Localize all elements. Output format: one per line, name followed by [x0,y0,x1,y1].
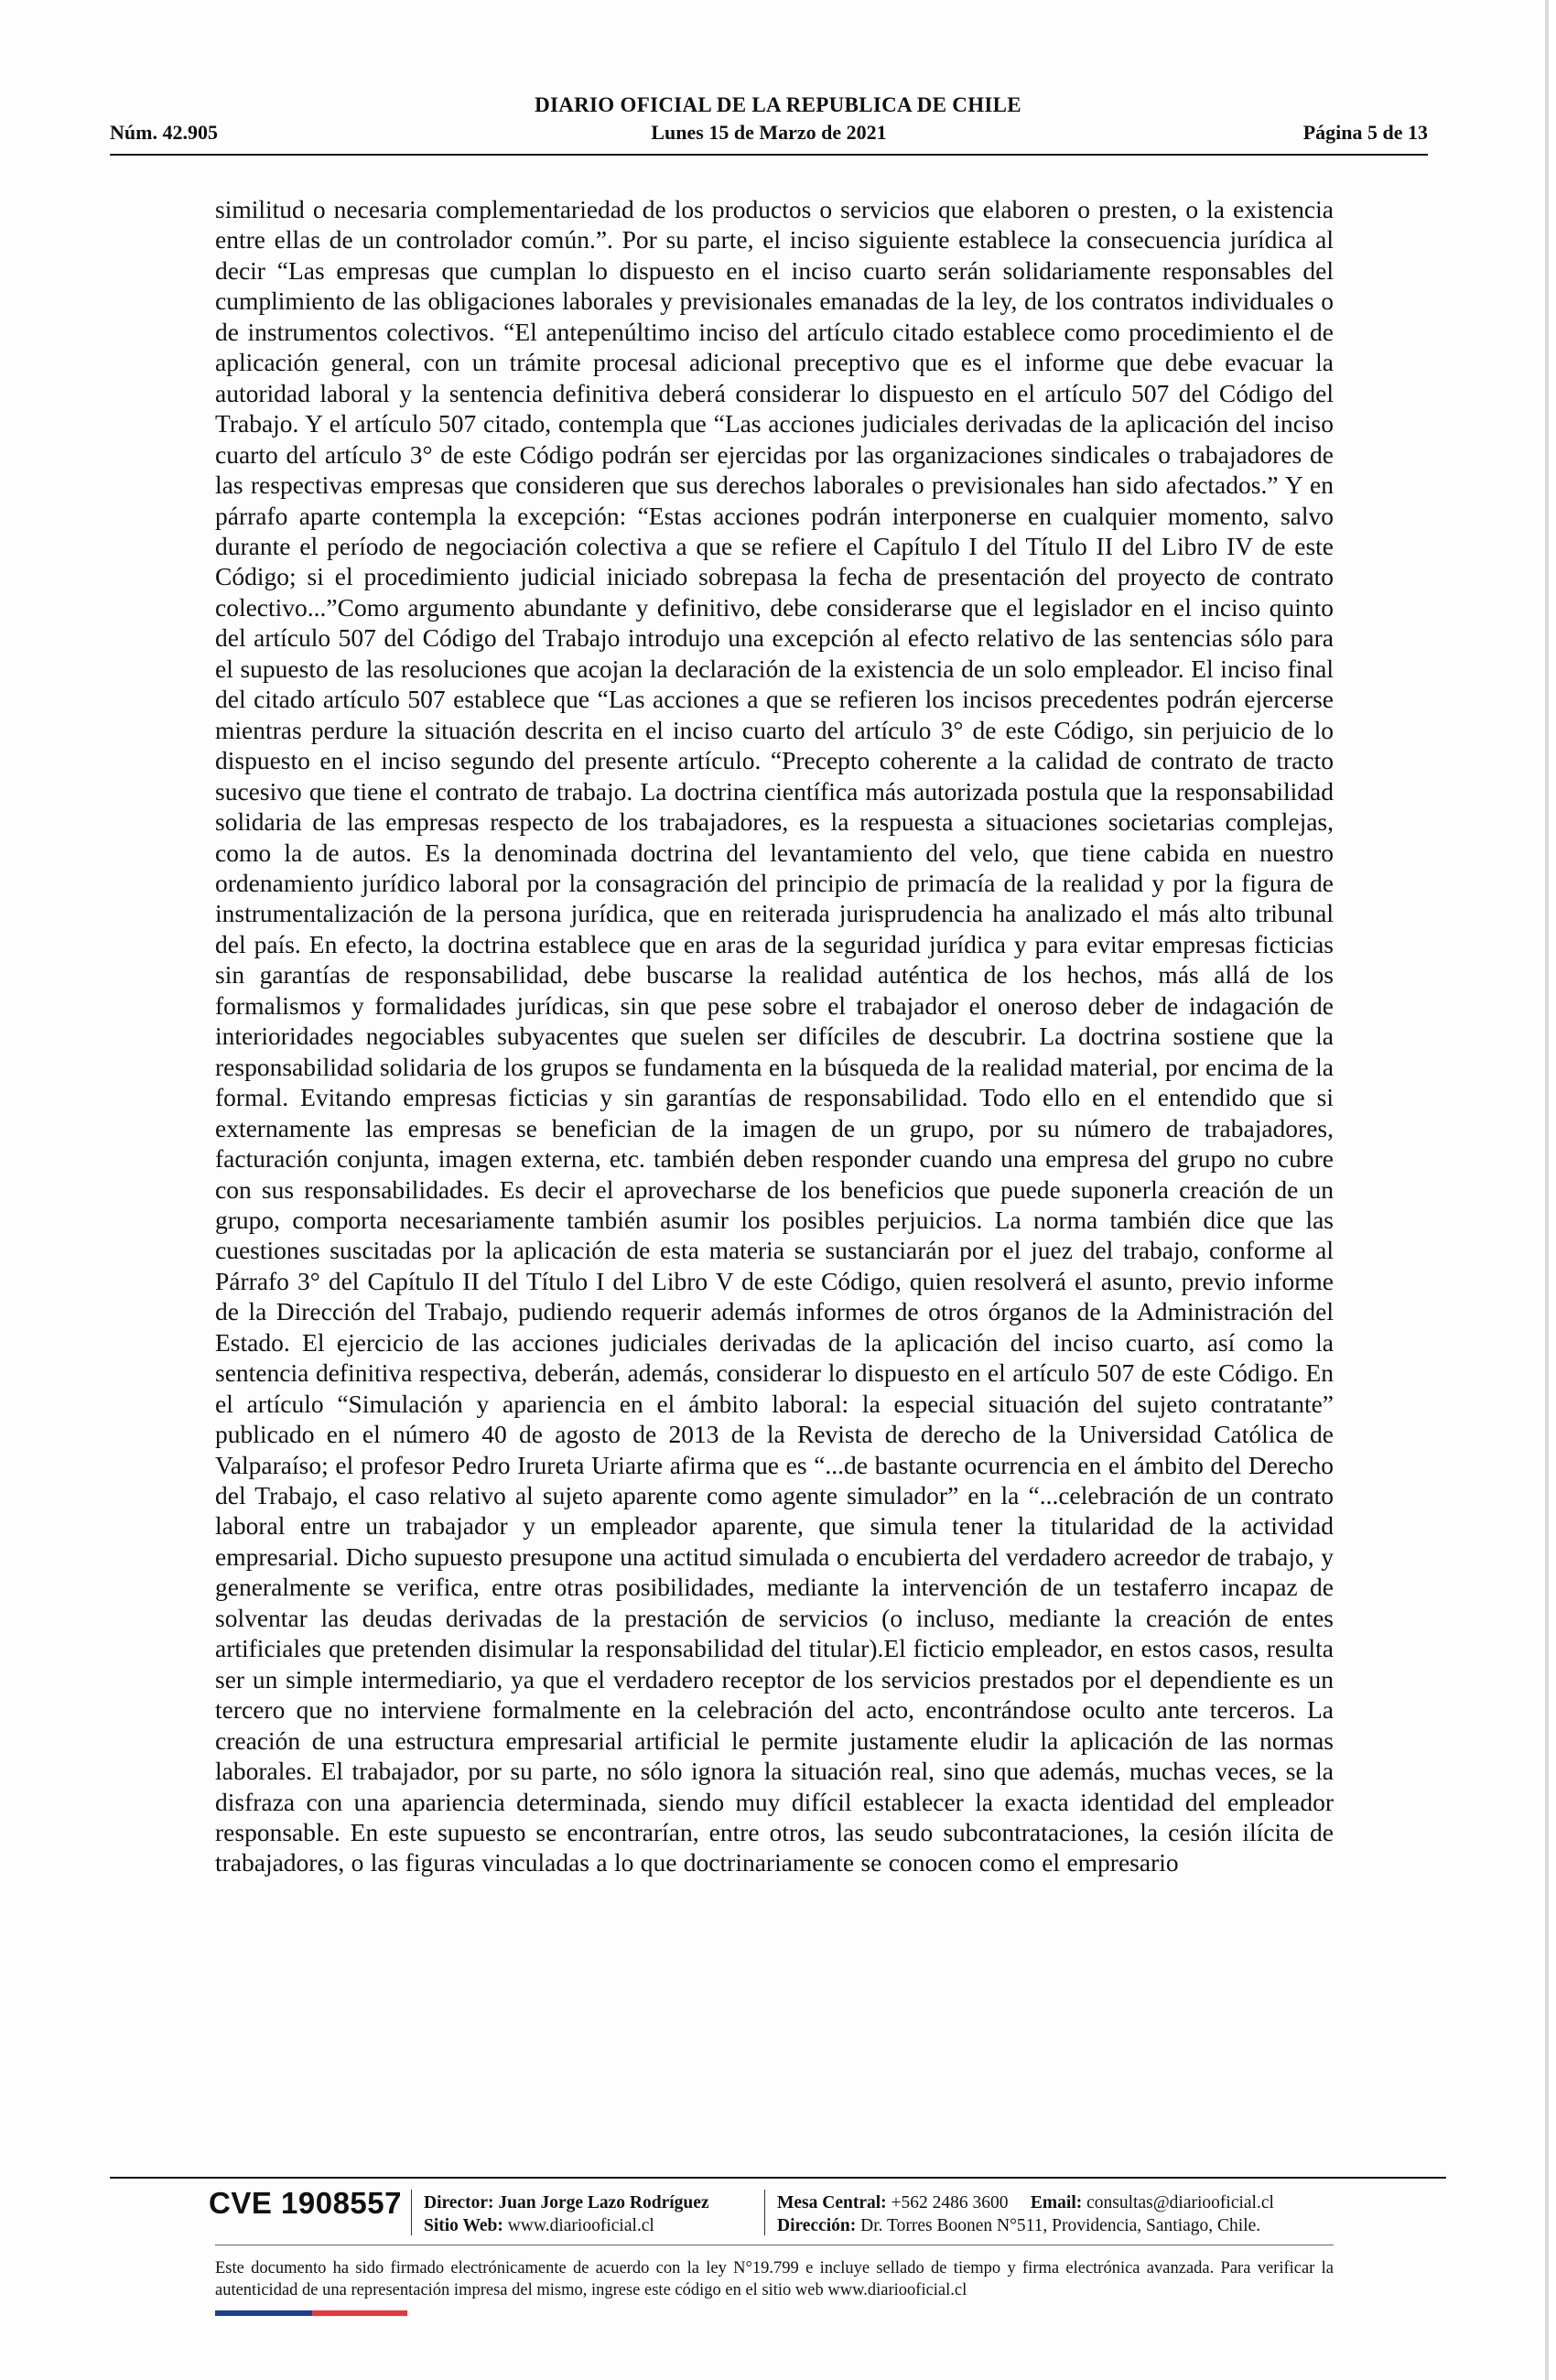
footer-separator [411,2190,412,2235]
footer-divider [110,2177,1446,2179]
header-divider [110,154,1428,156]
journal-title: DIARIO OFICIAL DE LA REPUBLICA DE CHILE [535,93,1021,116]
body-paragraph: similitud o necesaria complementariedad de los productos o servicios que elaboren o presten, o la existencia entre ellas de un controlador común.”. Por su parte, el inciso siguiente establece la consecuencia jurídica al decir “Las empresas que cumplan lo dispuesto en el inciso cuarto serán solidariamente responsables del cumplimiento de las obligaciones laborales y previsionales emanadas de la ley, de los contratos individuales o de instrumentos colectivos. “El antepenúltimo inciso del artículo citado establece como procedimiento el de aplicación general, con un trámite procesal adicional preceptivo que es el informe que debe evacuar la autoridad laboral y la sentencia definitiva deberá considerar lo dispuesto en el artículo 507 del Código del Trabajo. Y el artículo 507 citado, contempla que “Las acciones judiciales derivadas de la aplicación del inciso cuarto del artículo 3° de este Código podrán ser ejercidas por las organizaciones sindicales o trabajadores de las respectivas empresas que consideren que sus derechos laborales o previsionales han sido afectados.” Y en párrafo aparte contempla la excepción: “Estas acciones podrán interponerse en cualquier momento, salvo durante el período de negociación colectiva a que se refiere el Capítulo I del Título II del Libro IV de este Código; si el procedimiento judicial iniciado sobrepasa la fecha de presentación del proyecto de contrato colectivo...”Como argumento abundante y definitivo, debe considerarse que el legislador en el inciso quinto del artículo 507 del Código del Trabajo introdujo una excepción al efecto relativo de las sentencias sólo para el supuesto de las resoluciones que acojan la declaración de la existencia de un solo empleador. El inciso final del citado artículo 507 establece que “Las acciones a que se refieren los incisos precedentes podrán ejercerse mientras perdure la situación descrita en el inciso cuarto del artículo 3° de este Código, sin perjuicio de lo dispuesto en el inciso segundo del presente artículo. “Precepto coherente a la calidad de contrato de tracto sucesivo que tiene el contrato de trabajo. La doctrina científica más autorizada postula que la responsabilidad solidaria de las empresas respecto de los trabajadores, es la respuesta a situaciones societarias complejas, como la de autos. Es la denominada doctrina del levantamiento del velo, que tiene cabida en nuestro ordenamiento jurídico laboral por la consagración del principio de primacía de la realidad y por la figura de instrumentalización de la persona jurídica, que en reiterada jurisprudencia ha analizado el más alto tribunal del país. En efecto, la doctrina establece que en aras de la seguridad jurídica y para evitar empresas ficticias sin garantías de responsabilidad, debe buscarse la realidad auténtica de los hechos, más allá de los formalismos y formalidades jurídicas, sin que pese sobre el trabajador el oneroso deber de indagación de interioridades negociables subyacentes que suelen ser difíciles de descubrir. La doctrina sostiene que la responsabilidad solidaria de los grupos se fundamenta en la búsqueda de la realidad material, por encima de la formal. Evitando empresas ficticias y sin garantías de responsabilidad. Todo ello en el entendido que si externamente las empresas se benefician de la imagen de un grupo, por su número de trabajadores, facturación conjunta, imagen externa, etc. también deben responder cuando una empresa del grupo no cubre con sus responsabilidades. Es decir el aprovecharse de los beneficios que puede suponerla creación de un grupo, comporta necesariamente también asumir los posibles perjuicios. La norma también dice que las cuestiones suscitadas por la aplicación de esta materia se sustanciarán por el juez del trabajo, conforme al Párrafo 3° del Capítulo II del Título I del Libro V de este Código, quien resolverá el asunto, previo informe de la Dirección del Trabajo, pudiendo requerir además informes de otros órganos de la Administración del Estado. El ejercicio de las acciones judiciales derivadas de la aplicación del inciso cuarto, así como la sentencia definitiva respectiva, deberán, además, considerar lo dispuesto en el artículo 507 de este Código. En el artículo “Simulación y apariencia en el ámbito laboral: la especial situación del sujeto contratante” publicado en el número 40 de agosto de 2013 de la Revista de derecho de la Universidad Católica de Valparaíso; el profesor Pedro Irureta Uriarte afirma que es “...de bastante ocurrencia en el ámbito del Derecho del Trabajo, el caso relativo al sujeto aparente como agente simulador” en la “...celebración de un contrato laboral entre un trabajador y un empleador aparente, que simula tener la titularidad de la actividad empresarial. Dicho supuesto presupone una actitud simulada o encubierta del verdadero acreedor de trabajo, y generalmente se verifica, entre otras posibilidades, mediante la intervención de un testaferro incapaz de solventar las deudas derivadas de la prestación de servicios (o incluso, mediante la creación de entes artificiales que pretenden disimular la responsabilidad del titular).El ficticio empleador, en estos casos, resulta ser un simple intermediario, ya que el verdadero receptor de los servicios prestados por el dependiente es un tercero que no interviene formalmente en la celebración del acto, encontrándose oculto ante terceros. La creación de una estructura empresarial artificial le permite justamente eludir la aplicación de las normas laborales. El trabajador, por su parte, no sólo ignora la situación real, sino que además, muchas veces, se la disfraza con una apariencia determinada, siendo muy difícil establecer la exacta identidad del empleador responsable. En este supuesto se encontrarían, entre otros, las seudo subcontrataciones, la cesión ilícita de trabajadores, o las figuras vinculadas a lo que doctrinariamente se conocen como el empresario [215,195,1334,1877]
email-link[interactable]: consultas@diariooficial.cl [1086,2193,1274,2212]
header-row [110,121,1428,148]
address-value: Dr. Torres Boonen N°511, Providencia, Santiago, Chile. [860,2216,1261,2235]
footer-separator [764,2190,765,2235]
footer-contact-block [777,2191,1274,2237]
email-label: Email: [1030,2193,1083,2212]
flag-stripe-blue [215,2310,312,2316]
phone-label: Mesa Central: [777,2193,887,2212]
issue-number: Núm. 42.905 [110,121,218,144]
website-link[interactable]: www.diariooficial.cl [507,2216,654,2235]
document-body [215,194,1334,1878]
phone-value: +562 2486 3600 [891,2193,1009,2212]
footer-director-block [424,2191,709,2237]
director-name: Juan Jorge Lazo Rodríguez [498,2193,709,2212]
director-label: Director: [424,2193,494,2212]
cve-code: CVE 1908557 [209,2186,402,2220]
website-label: Sitio Web: [424,2216,503,2235]
address-label: Dirección: [777,2216,857,2235]
signature-note: Este documento ha sido firmado electrónicamente de acuerdo con la ley N°19.799 e incluye sellado de tiempo y firma electrónica avanzada. Para verificar la autenticidad de una representación impresa del mismo, ingrese este código en el sitio web www.diariooficial.cl [215,2259,1334,2299]
issue-date: Lunes 15 de Marzo de 2021 [651,121,887,144]
page-indicator: Página 5 de 13 [1302,121,1428,144]
flag-stripe-red [312,2310,407,2316]
